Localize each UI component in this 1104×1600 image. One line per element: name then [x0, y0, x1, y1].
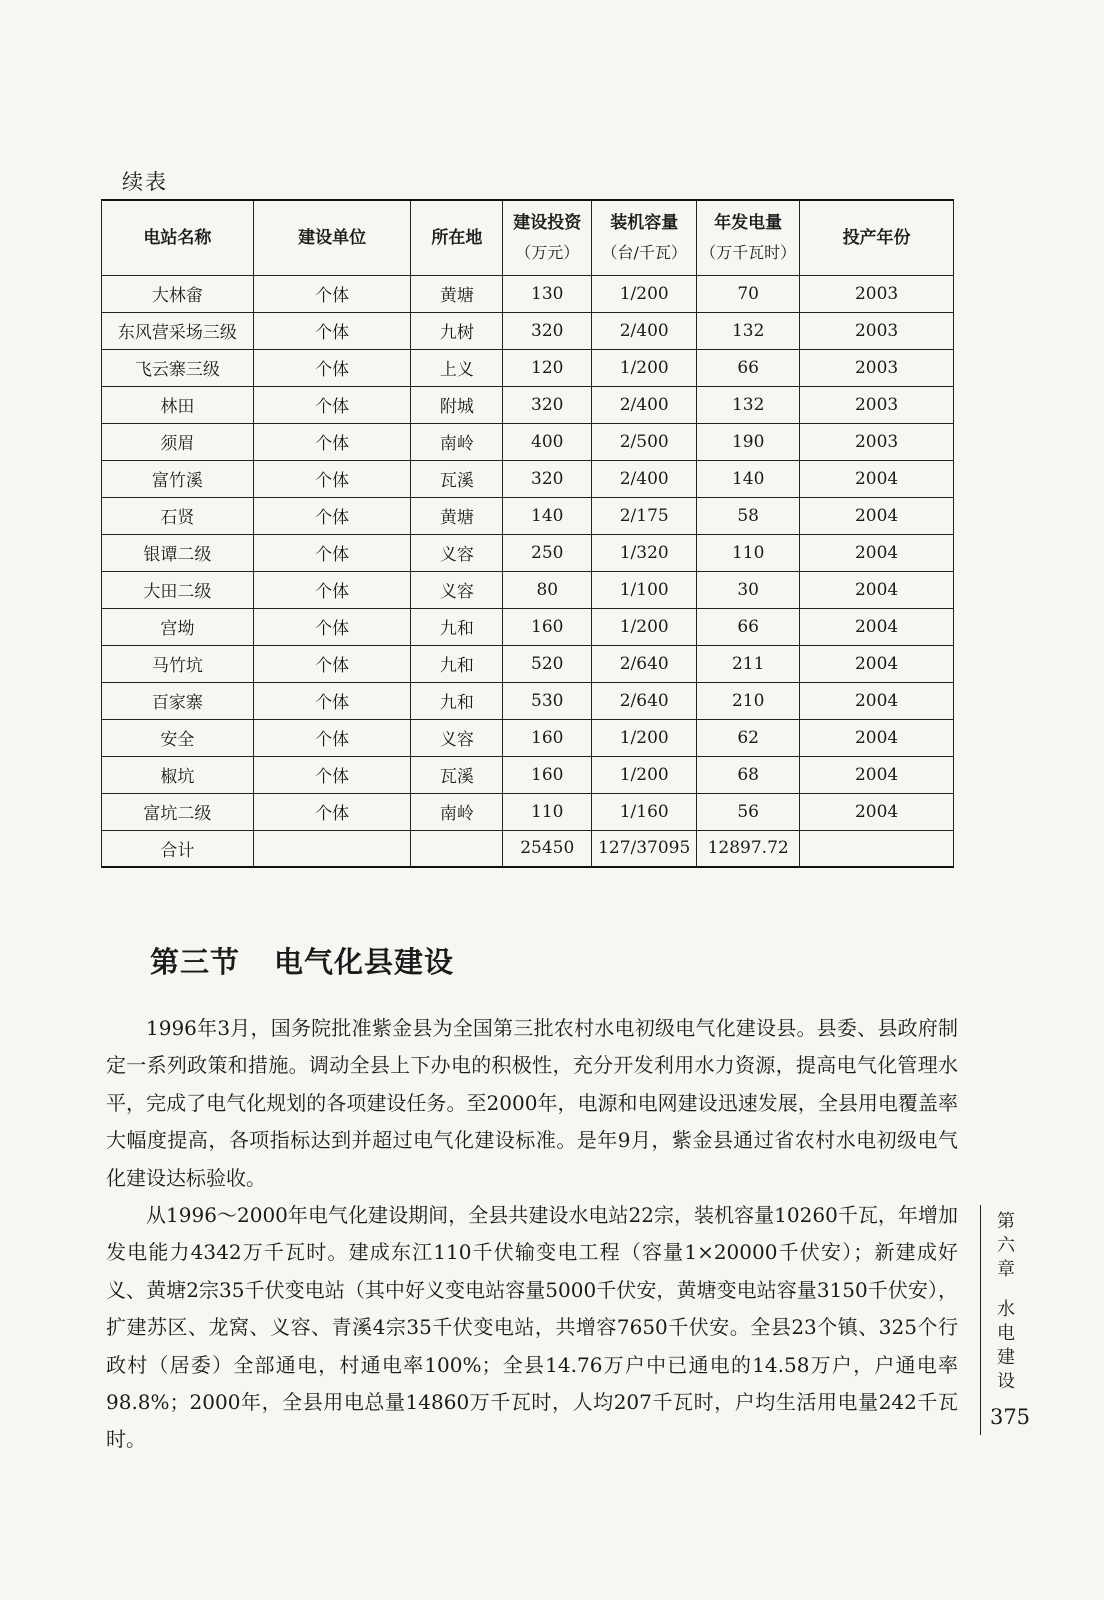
table-cell: 2003 — [800, 349, 954, 386]
sidebar-divider — [980, 1205, 981, 1435]
table-row — [102, 756, 954, 793]
table-cell: 250 — [503, 534, 592, 571]
table-cell: 瓦溪 — [411, 756, 503, 793]
column-header-unit: （万千瓦时） — [700, 242, 797, 262]
table-cell: 25450 — [503, 830, 592, 867]
table-cell: 520 — [503, 645, 592, 682]
continued-label: 续表 — [122, 170, 168, 194]
column-header — [592, 200, 697, 275]
table-cell: 80 — [503, 571, 592, 608]
table-cell: 62 — [697, 719, 800, 756]
table-body — [102, 275, 954, 867]
table-cell: 1/200 — [592, 275, 697, 312]
table-cell: 110 — [697, 534, 800, 571]
table-cell: 百家寨 — [102, 682, 254, 719]
table-cell: 70 — [697, 275, 800, 312]
column-header-unit: （万元） — [515, 242, 580, 262]
table-cell: 320 — [503, 312, 592, 349]
table-row — [102, 275, 954, 312]
table-cell: 须眉 — [102, 423, 254, 460]
table-row — [102, 645, 954, 682]
table-cell: 120 — [503, 349, 592, 386]
table-cell: 附城 — [411, 386, 503, 423]
table-cell: 400 — [503, 423, 592, 460]
table-cell: 富坑二级 — [102, 793, 254, 830]
table-row — [102, 497, 954, 534]
table-cell: 160 — [503, 756, 592, 793]
column-header-label: 投产年份 — [842, 227, 911, 248]
column-header — [253, 200, 411, 275]
table-cell: 2/175 — [592, 497, 697, 534]
table-cell: 2004 — [800, 793, 954, 830]
table-row — [102, 534, 954, 571]
table-cell: 2004 — [800, 719, 954, 756]
table-cell: 个体 — [253, 756, 411, 793]
table-cell: 九树 — [411, 312, 503, 349]
table-cell: 大林畲 — [102, 275, 254, 312]
table-cell: 九和 — [411, 645, 503, 682]
table-row — [102, 423, 954, 460]
table-cell: 66 — [697, 349, 800, 386]
table-cell: 个体 — [253, 608, 411, 645]
table-cell: 2003 — [800, 275, 954, 312]
table-row — [102, 349, 954, 386]
table-cell: 58 — [697, 497, 800, 534]
table-cell: 1/100 — [592, 571, 697, 608]
table-cell: 2/640 — [592, 682, 697, 719]
table-cell: 66 — [697, 608, 800, 645]
table-cell: 1/200 — [592, 349, 697, 386]
table-cell: 110 — [503, 793, 592, 830]
table-cell: 1/200 — [592, 756, 697, 793]
column-header — [102, 200, 254, 275]
table-cell: 140 — [503, 497, 592, 534]
table-row — [102, 719, 954, 756]
table-row — [102, 571, 954, 608]
table-cell: 2/400 — [592, 460, 697, 497]
table-cell: 个体 — [253, 682, 411, 719]
table-cell: 132 — [697, 386, 800, 423]
table-cell: 68 — [697, 756, 800, 793]
table-row — [102, 682, 954, 719]
table-cell: 2/400 — [592, 386, 697, 423]
table-cell: 190 — [697, 423, 800, 460]
table-cell: 富竹溪 — [102, 460, 254, 497]
table-cell: 个体 — [253, 349, 411, 386]
table-cell: 九和 — [411, 608, 503, 645]
table-cell: 安全 — [102, 719, 254, 756]
column-header-label: 建设投资 — [513, 212, 582, 233]
chapter-title: 水电建设 — [997, 1299, 1015, 1392]
table-cell: 160 — [503, 608, 592, 645]
table-cell: 个体 — [253, 423, 411, 460]
table-row — [102, 312, 954, 349]
table-cell: 2003 — [800, 386, 954, 423]
table-cell: 140 — [697, 460, 800, 497]
table-cell: 1/160 — [592, 793, 697, 830]
table-cell: 211 — [697, 645, 800, 682]
table-cell: 127/37095 — [592, 830, 697, 867]
section-heading — [150, 940, 454, 981]
table-cell: 宫坳 — [102, 608, 254, 645]
table-cell: 56 — [697, 793, 800, 830]
table-cell: 椒坑 — [102, 756, 254, 793]
table-cell: 2003 — [800, 312, 954, 349]
table-cell: 东风营采场三级 — [102, 312, 254, 349]
table-cell: 个体 — [253, 534, 411, 571]
table-cell: 2/500 — [592, 423, 697, 460]
table-cell: 210 — [697, 682, 800, 719]
table-cell: 2004 — [800, 497, 954, 534]
paragraph: 1996年3月，国务院批准紫金县为全国第三批农村水电初级电气化建设县。县委、县政府制定一系列政策和措施。调动全县上下办电的积极性，充分开发利用水力资源，提高电气化管理水平，完成了电气化规划的各项建设任务。至2000年，电源和电网建设迅速发展，全县用电覆盖率大幅度提高，各项指标达到并超过电气化建设标准。是年9月，紫金县通过省农村水电初级电气化建设达标验收。 — [106, 1016, 958, 1190]
column-header-label: 装机容量 — [610, 212, 679, 233]
page-number: 375 — [989, 1405, 1031, 1429]
table-cell: 上义 — [411, 349, 503, 386]
table-cell: 南岭 — [411, 793, 503, 830]
table-cell: 1/200 — [592, 608, 697, 645]
table-cell: 个体 — [253, 386, 411, 423]
total-row — [102, 830, 954, 867]
table-cell: 个体 — [253, 719, 411, 756]
table-cell: 1/200 — [592, 719, 697, 756]
table-row — [102, 460, 954, 497]
table-cell: 飞云寨三级 — [102, 349, 254, 386]
table-cell: 南岭 — [411, 423, 503, 460]
table-cell: 2004 — [800, 645, 954, 682]
table-cell: 个体 — [253, 793, 411, 830]
table-cell: 大田二级 — [102, 571, 254, 608]
table-cell: 银谭二级 — [102, 534, 254, 571]
table-cell: 160 — [503, 719, 592, 756]
column-header — [411, 200, 503, 275]
table-cell: 个体 — [253, 460, 411, 497]
table-cell: 130 — [503, 275, 592, 312]
body-text — [106, 1010, 958, 1459]
table-cell: 320 — [503, 386, 592, 423]
section-number: 第三节 — [150, 945, 241, 979]
table-cell: 九和 — [411, 682, 503, 719]
table-row — [102, 608, 954, 645]
table-cell: 个体 — [253, 645, 411, 682]
table-cell: 黄塘 — [411, 497, 503, 534]
table-cell: 义容 — [411, 719, 503, 756]
table-cell: 石贤 — [102, 497, 254, 534]
table-cell: 个体 — [253, 275, 411, 312]
column-header-unit: （台/千瓦） — [601, 242, 687, 262]
table-cell: 320 — [503, 460, 592, 497]
table-cell: 林田 — [102, 386, 254, 423]
paragraph: 从1996～2000年电气化建设期间，全县共建设水电站22宗，装机容量10260千瓦，年增加发电能力4342万千瓦时。建成东江110千伏输变电工程（容量1×20000千伏安）；新建成好义、黄塘2宗35千伏变电站（其中好义变电站容量5000千伏安，黄塘变电站容量3150千伏安），扩建苏区、龙窝、义容、青溪4宗35千伏变电站，共增容7650千伏安。全县23个镇、325个行政村（居委）全部通电，村通电率100%；全县14.76万户中已通电的14.58万户，户通电率98.8%；2000年，全县用电总量14860万千瓦时，人均207千瓦时，户均生活用电量242千瓦时。 — [106, 1203, 958, 1452]
table-cell: 黄塘 — [411, 275, 503, 312]
table-cell — [411, 830, 503, 867]
table-cell: 2/400 — [592, 312, 697, 349]
table-cell: 12897.72 — [697, 830, 800, 867]
table-cell: 义容 — [411, 534, 503, 571]
table-header — [102, 200, 954, 275]
table-row — [102, 386, 954, 423]
table-cell: 2004 — [800, 608, 954, 645]
table-cell: 530 — [503, 682, 592, 719]
table-cell: 个体 — [253, 497, 411, 534]
column-header-label: 建设单位 — [298, 227, 367, 248]
table-cell: 2004 — [800, 756, 954, 793]
table-row — [102, 793, 954, 830]
column-header — [800, 200, 954, 275]
column-header — [697, 200, 800, 275]
table-cell: 个体 — [253, 571, 411, 608]
chapter-number: 第六章 — [997, 1211, 1015, 1280]
column-header-label: 电站名称 — [143, 227, 212, 248]
table-cell: 个体 — [253, 312, 411, 349]
power-station-table — [101, 199, 954, 868]
table-cell: 马竹坑 — [102, 645, 254, 682]
table-cell: 瓦溪 — [411, 460, 503, 497]
table-cell: 1/320 — [592, 534, 697, 571]
section-title: 电气化县建设 — [274, 945, 455, 979]
table-cell: 合计 — [102, 830, 254, 867]
chapter-sidebar — [994, 1210, 1018, 1394]
column-header-label: 年发电量 — [714, 212, 783, 233]
table-cell: 2004 — [800, 534, 954, 571]
column-header-label: 所在地 — [431, 227, 483, 248]
table-cell: 2004 — [800, 460, 954, 497]
table-cell: 2004 — [800, 682, 954, 719]
table-cell — [800, 830, 954, 867]
table-cell: 2004 — [800, 571, 954, 608]
table-cell: 2003 — [800, 423, 954, 460]
table-cell: 30 — [697, 571, 800, 608]
column-header — [503, 200, 592, 275]
table-cell: 132 — [697, 312, 800, 349]
table-cell: 2/640 — [592, 645, 697, 682]
table-cell — [253, 830, 411, 867]
table-cell: 义容 — [411, 571, 503, 608]
